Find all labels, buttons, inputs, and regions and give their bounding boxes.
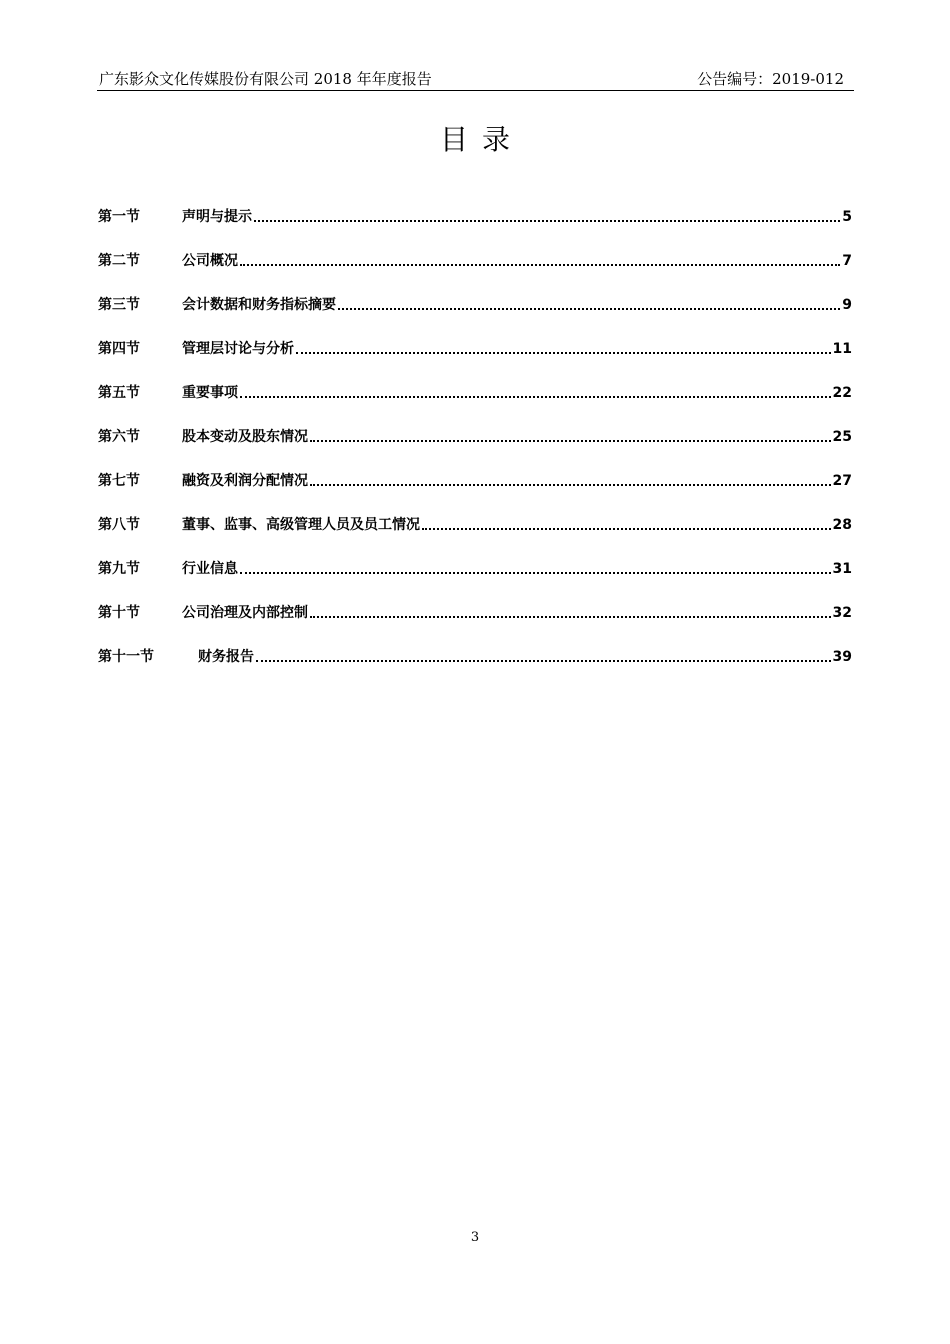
toc-section-number: 第十节	[98, 605, 140, 621]
toc-entry-5[interactable]	[98, 360, 852, 404]
toc-leader-dots	[240, 264, 840, 266]
toc-heading: 目录	[439, 123, 524, 156]
toc-section-number: 第六节	[98, 429, 140, 445]
toc-leader-dots	[256, 660, 831, 662]
toc-page-number: 7	[842, 253, 852, 269]
toc-section-title: 声明与提示	[182, 209, 252, 225]
toc-section-title: 股本变动及股东情况	[182, 429, 308, 445]
toc-section-number: 第二节	[98, 253, 140, 269]
toc-section-title: 行业信息	[182, 561, 238, 577]
toc-section-title: 财务报告	[198, 649, 254, 665]
toc-page-number: 28	[832, 517, 852, 533]
announcement-code: 公告编号：2019-012	[697, 70, 844, 88]
table-of-contents	[98, 184, 852, 668]
toc-section-number: 第一节	[98, 209, 140, 225]
toc-page-number: 27	[832, 473, 852, 489]
toc-section-number: 第九节	[98, 561, 140, 577]
toc-leader-dots	[254, 220, 840, 222]
toc-page-number: 5	[842, 209, 852, 225]
toc-entry-1[interactable]	[98, 184, 852, 228]
toc-section-number: 第三节	[98, 297, 140, 313]
toc-page-number: 31	[832, 561, 852, 577]
toc-entry-9[interactable]	[98, 536, 852, 580]
toc-entry-8[interactable]	[98, 492, 852, 536]
toc-page-number: 25	[832, 429, 852, 445]
toc-entry-11[interactable]	[98, 624, 852, 668]
toc-leader-dots	[310, 440, 831, 442]
toc-leader-dots	[240, 396, 831, 398]
toc-section-number: 第八节	[98, 517, 140, 533]
toc-section-title: 公司治理及内部控制	[182, 605, 308, 621]
toc-leader-dots	[310, 484, 831, 486]
toc-page-number: 32	[832, 605, 852, 621]
toc-page-number: 22	[832, 385, 852, 401]
toc-section-title: 管理层讨论与分析	[182, 341, 294, 357]
toc-entry-4[interactable]	[98, 316, 852, 360]
toc-page-number: 11	[832, 341, 852, 357]
toc-entry-10[interactable]	[98, 580, 852, 624]
toc-leader-dots	[338, 308, 840, 310]
toc-section-title: 董事、监事、高级管理人员及员工情况	[182, 517, 420, 533]
toc-section-number: 第七节	[98, 473, 140, 489]
toc-leader-dots	[422, 528, 831, 530]
toc-page-number: 9	[842, 297, 852, 313]
toc-page-number: 39	[832, 649, 852, 665]
toc-entry-6[interactable]	[98, 404, 852, 448]
toc-leader-dots	[296, 352, 831, 354]
toc-section-title: 会计数据和财务指标摘要	[182, 297, 336, 313]
toc-section-title: 融资及利润分配情况	[182, 473, 308, 489]
toc-section-number: 第五节	[98, 385, 140, 401]
page-header	[97, 66, 854, 91]
toc-entry-7[interactable]	[98, 448, 852, 492]
page-number: 3	[470, 1230, 480, 1245]
toc-leader-dots	[310, 616, 831, 618]
toc-section-number: 第四节	[98, 341, 140, 357]
toc-entry-3[interactable]	[98, 272, 852, 316]
toc-entry-2[interactable]	[98, 228, 852, 272]
toc-section-number: 第十一节	[98, 649, 154, 665]
toc-section-title: 公司概况	[182, 253, 238, 269]
report-title: 广东影众文化传媒股份有限公司 2018 年年度报告	[99, 70, 432, 88]
toc-leader-dots	[240, 572, 831, 574]
toc-section-title: 重要事项	[182, 385, 238, 401]
